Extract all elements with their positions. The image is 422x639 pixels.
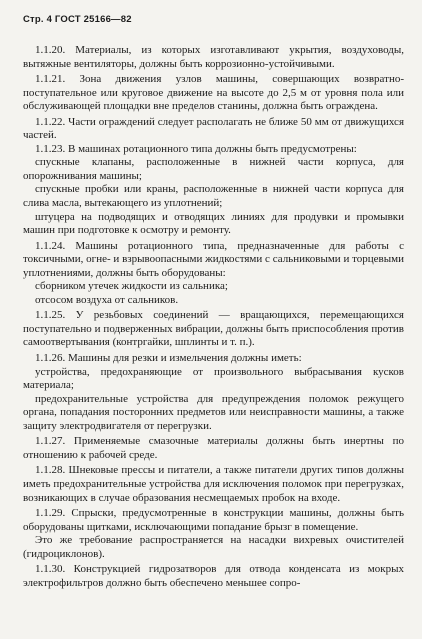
paragraph: 1.1.24. Машины ротационного типа, предназначенные для работы с токсичными, огне- и взрывоопасными жидкостями с сальниковыми и торцевыми уплотнениями, должны быть оборудованы: (23, 239, 404, 279)
list-item: устройства, предохраняющие от произвольного выбрасывания кусков материала; (23, 365, 404, 392)
list-item: сборником утечек жидкости из сальника; (35, 280, 228, 293)
paragraph: 1.1.23. В машинах ротационного типа должны быть предусмотрены: (35, 142, 357, 155)
paragraph: 1.1.22. Части ограждений следует располагать не ближе 50 мм от движущихся частей. (23, 115, 404, 142)
paragraph: 1.1.30. Конструкцией гидрозатворов для отвода конденсата из мокрых электрофильтров должно быть обеспечено меньшее сопро- (23, 563, 404, 589)
paragraph: 1.1.27. Применяемые смазочные материалы должны быть инертны по отношению к рабочей среде. (23, 435, 404, 461)
page-header: Стр. 4 ГОСТ 25166—82 (23, 14, 132, 25)
list-item: отсосом воздуха от сальников. (35, 293, 179, 306)
paragraph: 1.1.28. Шнековые прессы и питатели, а также питатели других типов должны иметь предохранительные устройства для исключения поломок при перегрузках, возникающих в случае образования несмещаемых пробок на входе. (23, 464, 404, 504)
list-item: спускные пробки или краны, расположенные в нижней части корпуса для слива масла, вытекающего из уплотнений; (23, 183, 404, 210)
list-item: спускные клапаны, расположенные в нижней части корпуса, для опорожнивания машины; (23, 156, 404, 182)
paragraph: 1.1.20. Материалы, из которых изготавливают укрытия, воздуховоды, вытяжные вентиляторы, должны быть коррозионно-устойчивыми. (23, 44, 404, 70)
list-item: предохранительные устройства для предупреждения поломок режущего органа, попадания посторонних предметов или неисправности машины, а также защиту электродвигателя от перегрузки. (23, 392, 404, 432)
paragraph: Это же требование распространяется на насадки вихревых очистителей (гидроциклонов). (23, 534, 404, 560)
paragraph: 1.1.21. Зона движения узлов машины, совершающих возвратно-поступательное или круговое движение на высоте до 2,5 м от уровня пола или обслуживающей площадки вне пределов станины, должна быть ограждена. (23, 73, 404, 113)
document-body (23, 42, 404, 590)
list-item: штуцера на подводящих и отводящих линиях для продувки и промывки машин при подготовке к осмотру и ремонту. (23, 210, 404, 237)
paragraph: 1.1.29. Спрыски, предусмотренные в конструкции машины, должны быть оборудованы щитками, исключающими попадание брызг в помещение. (23, 507, 404, 533)
paragraph: 1.1.25. У резьбовых соединений — вращающихся, перемещающихся поступательно и подверженных вибрации, должны быть приспособления против самоотвертывания (контргайки, шплинты и т. п.). (23, 309, 404, 349)
paragraph: 1.1.26. Машины для резки и измельчения должны иметь: (35, 352, 302, 365)
